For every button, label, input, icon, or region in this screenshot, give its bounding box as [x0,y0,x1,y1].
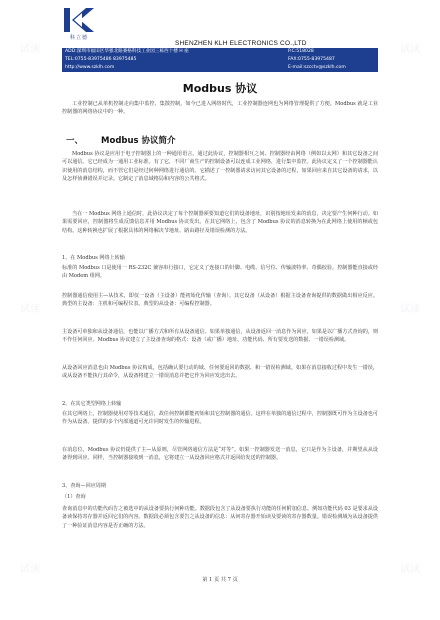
body-paragraph: 控制器通信使用主—从技术，即仅一设备（主设备）能初始化传输（查询）。其它设备（从设备）根据主设备查询提供的数据做出相应反应。典型的主设备：主机和可编程仪表。典型的从设备：可编程控制器。 [62,293,378,308]
company-postcode: P.C:518028 [288,49,314,54]
header-address-bar [62,48,378,56]
list-item-heading: 3、查询—回应周期 [62,483,106,489]
body-paragraph: 在消息位，Modbus 协议仍提供了主—从原则，尽管网络通信方法是“对等”。如果一控制器发送一消息，它只是作为主设备，并期望从从设备得到回应。同样，当控制器接收到一消息，它将建立一从设备回应格式并返回给发送的控制器。 [62,447,378,462]
company-email-link[interactable]: E-mail:szcctv@szklh.com [288,65,346,70]
body-paragraph: 标准的 Modbus 口是使用一 RS-232C 兼容串行接口，它定义了连接口的针脚、电缆、信号位、传输波特率、奇偶校验。控制器能直接或经由 Modem 组网。 [62,265,378,280]
body-paragraph: 查询消息中的功能代码告之被选中的从设备要执行何种功能。数据段包含了从设备要执行功能的任何附加信息。例如功能代码 03 是要求从设备读保持寄存器并返回它们的内容。数据段必须包含要告之从设备的信息：从何寄存器开始读及要读的寄存器数量。错误检测域为从设备提供了一种验证消息内容是否正确的方法。 [62,506,378,529]
list-item-heading: 1、在 Modbus 网络上转输 [62,255,125,261]
company-address: ADD:深圳市福田区华强北路赛格科技工业园三栋西十楼 H 座 [65,49,189,54]
body-paragraph: 主设备可单独和从设备通信，也能以广播方式和所有从设备通信。如果单独通信，从设备返回一消息作为回应，如果是以广播方式查询的，则不作任何回应。Modbus 协议建立了主设备查询的格式：设备（或广播）地址、功能代码、所有要发送的数据、一错误检测域。 [62,329,378,344]
header-phone-bar [62,56,378,64]
header-web-bar [62,64,378,72]
list-item-subheading: （1）查询 [62,494,86,500]
section-title: Modbus 协议简介 [101,136,176,146]
page-footer: 第 1 页 共 7 页 [202,577,238,583]
list-item-heading: 2、在其它类型网络上转输 [62,401,122,407]
body-paragraph: Modbus 协议是应用于电子控制器上的一种通用语言。通过此协议，控制器相互之间、控制器经由网络（例如以太网）和其它设备之间可以通信。它已经成为一通用工业标准。有了它，不同厂商生产的控制设备可以连成工业网络，进行集中监控。此协议定义了一个控制器能认识使用的消息结构，而不管它们是经过何种网络进行通信的。它描述了一控制器请求访问其它设备的过程，如果回应来自其它设备的请求，以及怎样侦测错误并记录。它制定了消息域格局和内容的公共格式。 [62,151,378,183]
body-paragraph: 当在一 Modbus 网络上通信时，此协议决定了每个控制器须要知道它们的设备地址，识别按地址发来的消息，决定要产生何种行动。如果需要回应，控制器将生成反馈信息并用 Modbus 协议发出。在其它网络上，包含了 Modbus 协议的消息转换为在此网络上使用的帧或包结构。这种转换也扩展了根据具体的网络解决节地址、路由路径及错误检测的方法。 [62,211,378,234]
body-paragraph: 从设备回应消息也由 Modbus 协议构成，包括确认要行动的域、任何要返回的数据、和一错误检测域。如果在消息接收过程中发生一错误，或从设备不能执行其命令，从设备将建立一错误消息并把它作为回应发送出去。 [62,365,378,380]
body-paragraph: 在其它网络上，控制器使用对等技术通信，故任何控制都能初始和其它控制器的通信。这样在单独的通信过程中，控制器既可作为主设备也可作为从设备。提供的多个内部通道可允许同时发生的传输进程。 [62,411,378,426]
watermark: 试读 [20,44,40,55]
watermark: 试读 [20,564,40,575]
company-logo-icon [62,6,96,34]
logo-label: 科立德 [69,35,88,41]
watermark: 试读 [400,564,420,575]
company-fax: FAX:0755-83975487 [288,57,335,62]
watermark: 试读 [400,44,420,55]
company-name: SHENZHEN KLH ELECTRONICS CO.,LTD [175,40,307,47]
company-website-link[interactable]: http://www.szklh.com [65,65,115,70]
watermark: 试读 [400,304,420,315]
document-title: Modbus 协议 [182,82,258,95]
section-heading [66,134,176,146]
watermark: 试读 [20,304,40,315]
intro-paragraph: 工业控制已从单机控制走向集中监控、集散控制，如今已进入网络时代，工业控制器连网也为网络管理提供了方便。Modbus 就是工业控制器的网络协议中的一种。 [62,101,378,116]
section-number: 一、 [66,136,84,146]
company-tel: TEL:0755-83975486 83975485 [65,57,137,62]
